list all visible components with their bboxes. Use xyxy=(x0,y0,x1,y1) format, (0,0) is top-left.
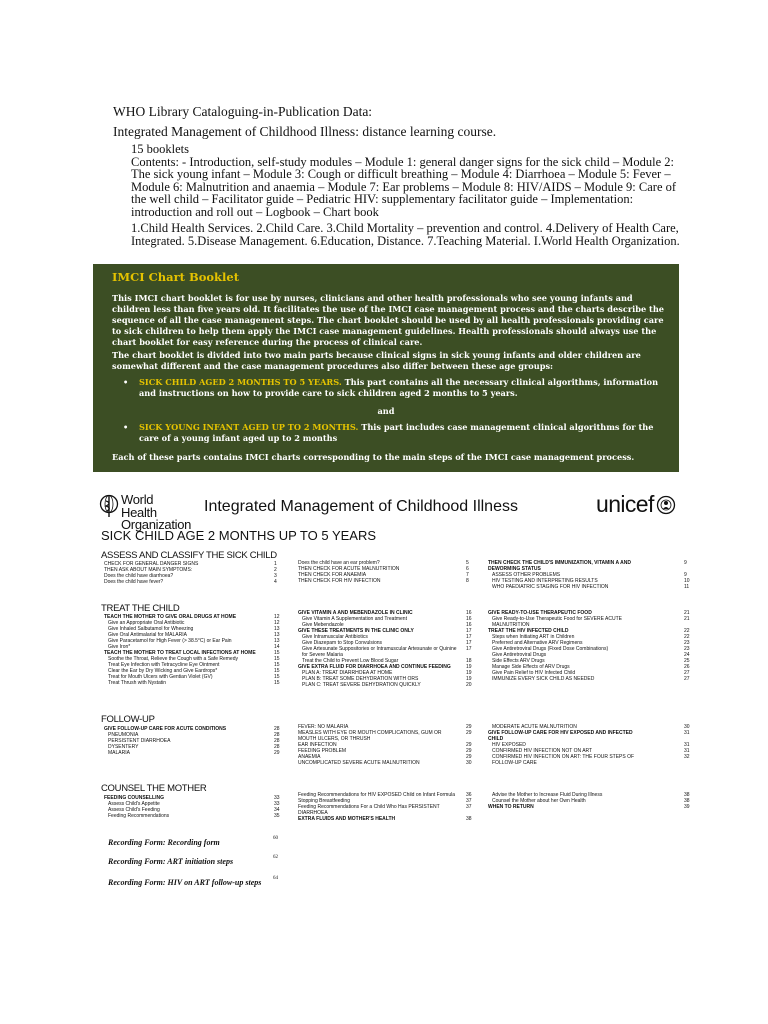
toc-entry-page: 1 xyxy=(274,561,277,567)
toc-entry xyxy=(488,760,693,766)
unicef-wordmark: unicef xyxy=(596,491,654,517)
toc-entry-page: 21 xyxy=(684,616,690,622)
toc-entry-title: for Severe Malaria xyxy=(302,652,343,658)
section-title: SICK CHILD AGE 2 MONTHS UP TO 5 YEARS xyxy=(101,528,377,543)
toc-entry-page: 35 xyxy=(274,813,280,819)
toc-entry-title: CONFIRMED HIV INFECTION ON ART: THE FOUR STEPS OF xyxy=(492,754,635,760)
toc-heading-follow: FOLLOW-UP xyxy=(101,714,155,725)
who-line1: World Health xyxy=(121,492,157,520)
toc-entry-title: THEN CHECK FOR HIV INFECTION xyxy=(298,578,381,584)
toc-entry-title: Assess Child's Feeding xyxy=(108,807,160,813)
unicef-logo xyxy=(596,493,676,519)
toc-entry-title: DEWORMING STATUS xyxy=(488,566,541,572)
toc-entry-title: FEVER: NO MALARIA xyxy=(298,724,349,730)
bullet-text: This part includes case management clinical algorithms for the care of a young infant aged up to 2 months xyxy=(139,422,654,443)
toc-entry-title: Feeding Recommendations for HIV EXPOSED Child on Infant Formula xyxy=(298,792,456,798)
toc-entry xyxy=(298,578,478,584)
toc-entry-page: 30 xyxy=(684,724,690,730)
toc-entry-title: Give Diazepam to Stop Convulsions xyxy=(302,640,383,646)
toc-entry-page: 19 xyxy=(466,664,472,670)
recording-form-page: 60 xyxy=(273,836,278,841)
toc-entry-title: TEACH THE MOTHER TO GIVE ORAL DRUGS AT HOME xyxy=(104,614,237,620)
catalog-contents xyxy=(131,143,691,219)
toc-entry-page: 24 xyxy=(684,652,690,658)
toc-entry-title: Assess Child's Appetite xyxy=(108,801,160,807)
toc-list-follow xyxy=(104,726,284,756)
toc-entry-page: 16 xyxy=(466,610,472,616)
toc-entry-page: 12 xyxy=(274,614,280,620)
toc-col3-a xyxy=(488,560,693,590)
toc-entry-title: TEACH THE MOTHER TO TREAT LOCAL INFECTIONS AT HOME xyxy=(104,650,256,656)
imci-box-closing: Each of these parts contains IMCI charts corresponding to the main steps of the IMCI case management process. xyxy=(112,452,635,462)
toc-entry-page: 2 xyxy=(274,567,277,573)
toc-entry-page: 28 xyxy=(274,726,280,732)
catalog-subjects: 1.Child Health Services. 2.Child Care. 3.Child Mortality – prevention and control. 4.Delivery of Health Care, Integrated. 5.Disease Management. 6.Education, Distance. 7.Teaching Material. I.World Health Organization. xyxy=(131,221,680,248)
toc-col3-c xyxy=(488,724,693,766)
toc-entry-title: Give Mebendazole xyxy=(302,622,344,628)
toc-entry-page: 38 xyxy=(684,792,690,798)
catalog-booklets: 15 booklets xyxy=(131,142,189,156)
toc-entry-title: Give Vitamin A Supplementation and Treatment xyxy=(302,616,407,622)
toc-entry xyxy=(488,584,693,590)
toc-entry xyxy=(104,750,284,756)
toc-entry-page: 33 xyxy=(274,801,280,807)
toc-entry-page: 25 xyxy=(684,658,690,664)
toc-entry-page: 23 xyxy=(684,646,690,652)
toc-entry-title: TREAT THE HIV INFECTED CHILD xyxy=(488,628,569,634)
toc-entry-title: EXTRA FLUIDS AND MOTHER'S HEALTH xyxy=(298,816,396,822)
toc-entry-page: 23 xyxy=(684,640,690,646)
toc-entry-title: Give an Appropriate Oral Antibiotic xyxy=(108,620,185,626)
bullet-highlight: SICK CHILD AGED 2 MONTHS TO 5 YEARS. xyxy=(139,377,342,387)
toc-entry-page: 15 xyxy=(274,656,280,662)
toc-entry-page: 28 xyxy=(274,738,280,744)
toc-entry-title: Clear the Ear by Dry Wicking and Give Eardrops* xyxy=(108,668,218,674)
toc-entry-title: Treat for Mouth Ulcers with Gentian Violet (GV) xyxy=(108,674,213,680)
catalog-heading: WHO Library Cataloguing-in-Publication Data: xyxy=(113,104,373,119)
toc-entry-page: 11 xyxy=(684,584,690,590)
toc-entry-page: 28 xyxy=(274,732,280,738)
toc-entry-page: 17 xyxy=(466,640,472,646)
toc-entry-title: WHO PAEDIATRIC STAGING FOR HIV INFECTION xyxy=(492,584,609,590)
toc-entry-title: WHEN TO RETURN xyxy=(488,804,534,810)
toc-entry-page: 15 xyxy=(274,680,280,686)
toc-entry-page: 16 xyxy=(466,616,472,622)
toc-entry-page: 36 xyxy=(466,792,472,798)
toc-entry-title: Give Ready-to-Use Therapeutic Food for SEVERE ACUTE xyxy=(492,616,622,622)
toc-entry-page: 33 xyxy=(274,795,280,801)
who-wordmark xyxy=(121,494,191,532)
toc-entry-page: 22 xyxy=(684,634,690,640)
toc-entry-title: THEN ASK ABOUT MAIN SYMPTOMS: xyxy=(104,567,193,573)
toc-col2-d xyxy=(298,792,478,822)
toc-entry-page: 16 xyxy=(466,622,472,628)
toc-entry-title: Counsel the Mother about her Own Health xyxy=(492,798,586,804)
toc-entry-title: GIVE EXTRA FLUID FOR DIARRHOEA AND CONTINUE FEEDING xyxy=(298,664,451,670)
toc-entry-page: 37 xyxy=(466,798,472,804)
recording-form-title: Recording Form: Recording form xyxy=(108,838,220,847)
toc-entry-title: CHECK FOR GENERAL DANGER SIGNS xyxy=(104,561,199,567)
toc-entry-page: 31 xyxy=(684,742,690,748)
toc-entry-title: GIVE FOLLOW-UP CARE FOR ACUTE CONDITIONS xyxy=(104,726,227,732)
toc-entry-page: 4 xyxy=(274,579,277,585)
toc-entry-page: 20 xyxy=(466,682,472,688)
toc-entry-page: 15 xyxy=(274,662,280,668)
bullet-text: This part contains all the necessary clinical algorithms, information and instructions on how to provide care to sick children aged 2 months to 5 years. xyxy=(139,377,659,398)
toc-entry-page: 12 xyxy=(274,620,280,626)
toc-entry-title: GIVE THESE TREATMENTS IN THE CLINIC ONLY xyxy=(298,628,414,634)
toc-entry-title: PLAN C: TREAT SEVERE DEHYDRATION QUICKLY xyxy=(302,682,421,688)
catalog-title: Integrated Management of Childhood Illness: distance learning course. xyxy=(113,124,497,139)
toc-entry-title: MEASLES WITH EYE OR MOUTH COMPLICATIONS, GUM OR xyxy=(298,730,442,736)
recording-form-page: 64 xyxy=(273,876,278,881)
who-emblem-icon xyxy=(99,494,119,518)
toc-entry-title: Give Antiretroviral Drugs xyxy=(492,652,547,658)
toc-entry-title: Side Effects ARV Drugs xyxy=(492,658,545,664)
toc-entry-title: ANAEMIA xyxy=(298,754,321,760)
toc-entry xyxy=(298,816,478,822)
toc-entry-title: PLAN B: TREAT SOME DEHYDRATION WITH ORS xyxy=(302,676,419,682)
toc-entry-page: 31 xyxy=(684,748,690,754)
imci-box-intro: This IMCI chart booklet is for use by nurses, clinicians and other health professionals who see young infants and children less than five years old. It facilitates the use of the IMCI case management process and the charts describe the sequence of all the case management steps. The chart booklet should be used by all health professionals providing care to sick children to help them apply the IMCI case management guidelines. Health professionals should always use the chart booklet for easy reference during the process of clinical care. xyxy=(112,293,664,347)
toc-entry-title: Give Oral Antimalarial for MALARIA xyxy=(108,632,187,638)
toc-entry-title: HIV EXPOSED xyxy=(492,742,526,748)
toc-entry-page: 32 xyxy=(684,754,690,760)
toc-entry-page: 29 xyxy=(466,724,472,730)
toc-entry-title: Does the child have diarrhoea? xyxy=(104,573,174,579)
toc-entry-page: 9 xyxy=(684,572,687,578)
toc-col3-b xyxy=(488,610,693,682)
toc-col2-b xyxy=(298,610,478,688)
toc-entry-title: Treat the Child to Prevent Low Blood Sugar xyxy=(302,658,399,664)
booklet-title: Integrated Management of Childhood Illness xyxy=(204,498,518,515)
toc-entry-title: CHILD xyxy=(488,736,504,742)
toc-entry-title: ASSESS OTHER PROBLEMS xyxy=(492,572,561,578)
toc-entry-title: Give Intramuscular Antibiotics xyxy=(302,634,368,640)
toc-entry-title: DIARRHOEA xyxy=(298,810,328,816)
who-line2: Organization xyxy=(121,517,192,532)
toc-entry-page: 15 xyxy=(274,650,280,656)
imci-box-bullet-young-infant xyxy=(123,422,659,444)
toc-entry-page: 28 xyxy=(274,744,280,750)
toc-entry-title: Feeding Recommendations For a Child Who Has PERSISTENT xyxy=(298,804,440,810)
toc-entry xyxy=(104,813,284,819)
toc-entry-page: 29 xyxy=(466,730,472,736)
toc-entry-title: Treat Eye Infection with Tetracycline Eye Ointment xyxy=(108,662,220,668)
imci-box-bullet-sick-child xyxy=(123,377,659,399)
toc-entry-page: 18 xyxy=(466,658,472,664)
toc-entry-page: 38 xyxy=(466,816,472,822)
toc-entry-title: Feeding Recommendations xyxy=(108,813,170,819)
toc-entry-page: 19 xyxy=(466,670,472,676)
toc-entry-page: 3 xyxy=(274,573,277,579)
toc-entry-title: FEEDING COUNSELLING xyxy=(104,795,165,801)
bullet-highlight: SICK YOUNG INFANT AGED UP TO 2 MONTHS. xyxy=(139,422,359,432)
toc-entry-title: MALNUTRITION xyxy=(492,622,530,628)
toc-entry-page: 17 xyxy=(466,646,472,652)
toc-entry-page: 30 xyxy=(466,760,472,766)
recording-form-title: Recording Form: ART initiation steps xyxy=(108,857,234,866)
toc-entry-page: 7 xyxy=(466,572,469,578)
toc-entry-title: THEN CHECK FOR ACUTE MALNUTRITION xyxy=(298,566,400,572)
toc-entry-page: 15 xyxy=(274,674,280,680)
toc-entry-page: 38 xyxy=(684,798,690,804)
toc-entry-page: 13 xyxy=(274,638,280,644)
toc-entry-title: FEEDING PROBLEM xyxy=(298,748,347,754)
toc-entry-title: PNEUMONIA xyxy=(108,732,139,738)
toc-entry-title: Advise the Mother to Increase Fluid During Illness xyxy=(492,792,603,798)
toc-entry xyxy=(104,579,284,585)
who-logo xyxy=(99,492,192,532)
toc-entry-title: IMMUNIZE EVERY SICK CHILD AS NEEDED xyxy=(492,676,595,682)
toc-entry-page: 21 xyxy=(684,610,690,616)
toc-entry-title: MOUTH ULCERS, OR THRUSH xyxy=(298,736,371,742)
toc-entry-page: 26 xyxy=(684,664,690,670)
toc-entry-page: 13 xyxy=(274,632,280,638)
toc-entry-title: Give Pain Relief to HIV Infected Child xyxy=(492,670,576,676)
recording-form-title: Recording Form: HIV on ART follow-up steps xyxy=(108,878,262,887)
toc-entry-title: MALARIA xyxy=(108,750,130,756)
toc-entry-page: 37 xyxy=(466,804,472,810)
toc-entry xyxy=(104,680,284,686)
toc-entry-title: Give Iron* xyxy=(108,644,131,650)
toc-entry-page: 13 xyxy=(274,626,280,632)
toc-entry-title: GIVE READY-TO-USE THERAPEUTIC FOOD xyxy=(488,610,592,616)
toc-entry-title: Soothe the Throat, Relieve the Cough with a Safe Remedy xyxy=(108,656,238,662)
toc-entry-title: Give Antiretroviral Drugs (Fixed Dose Combinations) xyxy=(492,646,609,652)
toc-entry-page: 19 xyxy=(466,676,472,682)
toc-entry-page: 14 xyxy=(274,644,280,650)
toc-entry-page: 29 xyxy=(466,754,472,760)
toc-entry xyxy=(488,804,693,810)
unicef-emblem-icon xyxy=(656,495,676,515)
toc-entry-title: HIV TESTING AND INTERPRETING RESULTS xyxy=(492,578,598,584)
toc-entry-page: 27 xyxy=(684,670,690,676)
toc-entry-page: 8 xyxy=(466,578,469,584)
toc-entry xyxy=(298,682,478,688)
toc-entry-title: THEN CHECK THE CHILD'S IMMUNIZATION, VITAMIN A AND xyxy=(488,560,631,566)
toc-heading-assess: ASSESS AND CLASSIFY THE SICK CHILD xyxy=(101,550,277,561)
toc-entry-page: 29 xyxy=(466,742,472,748)
imci-box-division: The chart booklet is divided into two main parts because clinical signs in sick young infants and older children are somewhat different and the case management procedures also differ between these age groups: xyxy=(112,350,641,371)
toc-heading-counsel: COUNSEL THE MOTHER xyxy=(101,783,207,794)
toc-entry-title: GIVE VITAMIN A AND MEBENDAZOLE IN CLINIC xyxy=(298,610,413,616)
toc-entry-title: Stopping Breastfeeding xyxy=(298,798,350,804)
toc-entry-title: Does the child have an ear problem? xyxy=(298,560,380,566)
toc-list-counsel xyxy=(104,795,284,819)
toc-entry-page: 29 xyxy=(466,748,472,754)
toc-entry-page: 31 xyxy=(684,730,690,736)
toc-col3-d xyxy=(488,792,693,810)
toc-entry-page: 10 xyxy=(684,578,690,584)
toc-entry-page: 9 xyxy=(684,560,687,566)
toc-entry-page: 15 xyxy=(274,668,280,674)
toc-entry-title: Manage Side Effects of ARV Drugs xyxy=(492,664,570,670)
catalog-contents-text: Contents: - Introduction, self-study modules – Module 1: general danger signs for the sick child – Module 2: The sick young infant – Module 3: Cough or difficult breathing – Module 4: Diarrhoea – Module 5: Fever – Module 6: Malnutrition and anaemia – Module 7: Ear problems – Module 8: HIV/AIDS – Module 9: Care of the well child – Facilitator guide – Pediatric HIV: supplementary facilitator guide – Implementation: introduction and roll out – Logbook – Chart book xyxy=(131,154,677,219)
toc-entry-title: GIVE FOLLOW-UP CARE FOR HIV EXPOSED AND INFECTED xyxy=(488,730,633,736)
toc-entry xyxy=(488,676,693,682)
toc-entry-page: 17 xyxy=(466,634,472,640)
toc-col2-a xyxy=(298,560,478,584)
toc-heading-treat: TREAT THE CHILD xyxy=(101,603,180,614)
toc-entry-title: FOLLOW-UP CARE xyxy=(492,760,537,766)
toc-entry-page: 34 xyxy=(274,807,280,813)
toc-entry-page: 5 xyxy=(466,560,469,566)
toc-entry-page: 22 xyxy=(684,628,690,634)
toc-entry-page: 6 xyxy=(466,566,469,572)
toc-entry-title: PLAN A: TREAT DIARRHOEA AT HOME xyxy=(302,670,393,676)
toc-list-treat xyxy=(104,614,284,686)
toc-list-assess xyxy=(104,561,284,585)
toc-entry-title: Preferred and Alternative ARV Regimens xyxy=(492,640,583,646)
toc-col2-c xyxy=(298,724,478,766)
toc-entry-title: DYSENTERY xyxy=(108,744,139,750)
toc-entry-title: Give Artesunate Suppositories or Intramuscular Artesunate or Quinine xyxy=(302,646,457,652)
toc-entry-title: Steps when Initiating ART in Children xyxy=(492,634,575,640)
toc-entry xyxy=(298,760,478,766)
toc-entry-title: Does the child have fever? xyxy=(104,579,164,585)
toc-entry-title: CONFIRMED HIV INFECTION NOT ON ART xyxy=(492,748,593,754)
toc-entry-title: PERSISTENT DIARRHOEA xyxy=(108,738,171,744)
toc-entry-title: Treat Thrush with Nystatin xyxy=(108,680,167,686)
bullet-icon: • xyxy=(123,422,129,432)
imci-box-and: and xyxy=(377,406,395,416)
toc-entry-title: MODERATE ACUTE MALNUTRITION xyxy=(492,724,577,730)
imci-chart-booklet-box xyxy=(93,264,679,472)
toc-entry-title: EAR INFECTION xyxy=(298,742,337,748)
toc-entry-title: UNCOMPLICATED SEVERE ACUTE MALNUTRITION xyxy=(298,760,420,766)
imci-box-heading: IMCI Chart Booklet xyxy=(112,270,240,284)
bullet-icon: • xyxy=(123,377,129,387)
toc-entry-page: 39 xyxy=(684,804,690,810)
toc-entry-title: THEN CHECK FOR ANAEMIA xyxy=(298,572,367,578)
toc-entry-page: 29 xyxy=(274,750,280,756)
toc-entry-page: 17 xyxy=(466,628,472,634)
toc-entry-title: Give Inhaled Salbutamol for Wheezing xyxy=(108,626,194,632)
toc-entry-page: 27 xyxy=(684,676,690,682)
recording-form-page: 62 xyxy=(273,855,278,860)
toc-entry-title: Give Paracetamol for High Fever (> 38.5°C) or Ear Pain xyxy=(108,638,232,644)
